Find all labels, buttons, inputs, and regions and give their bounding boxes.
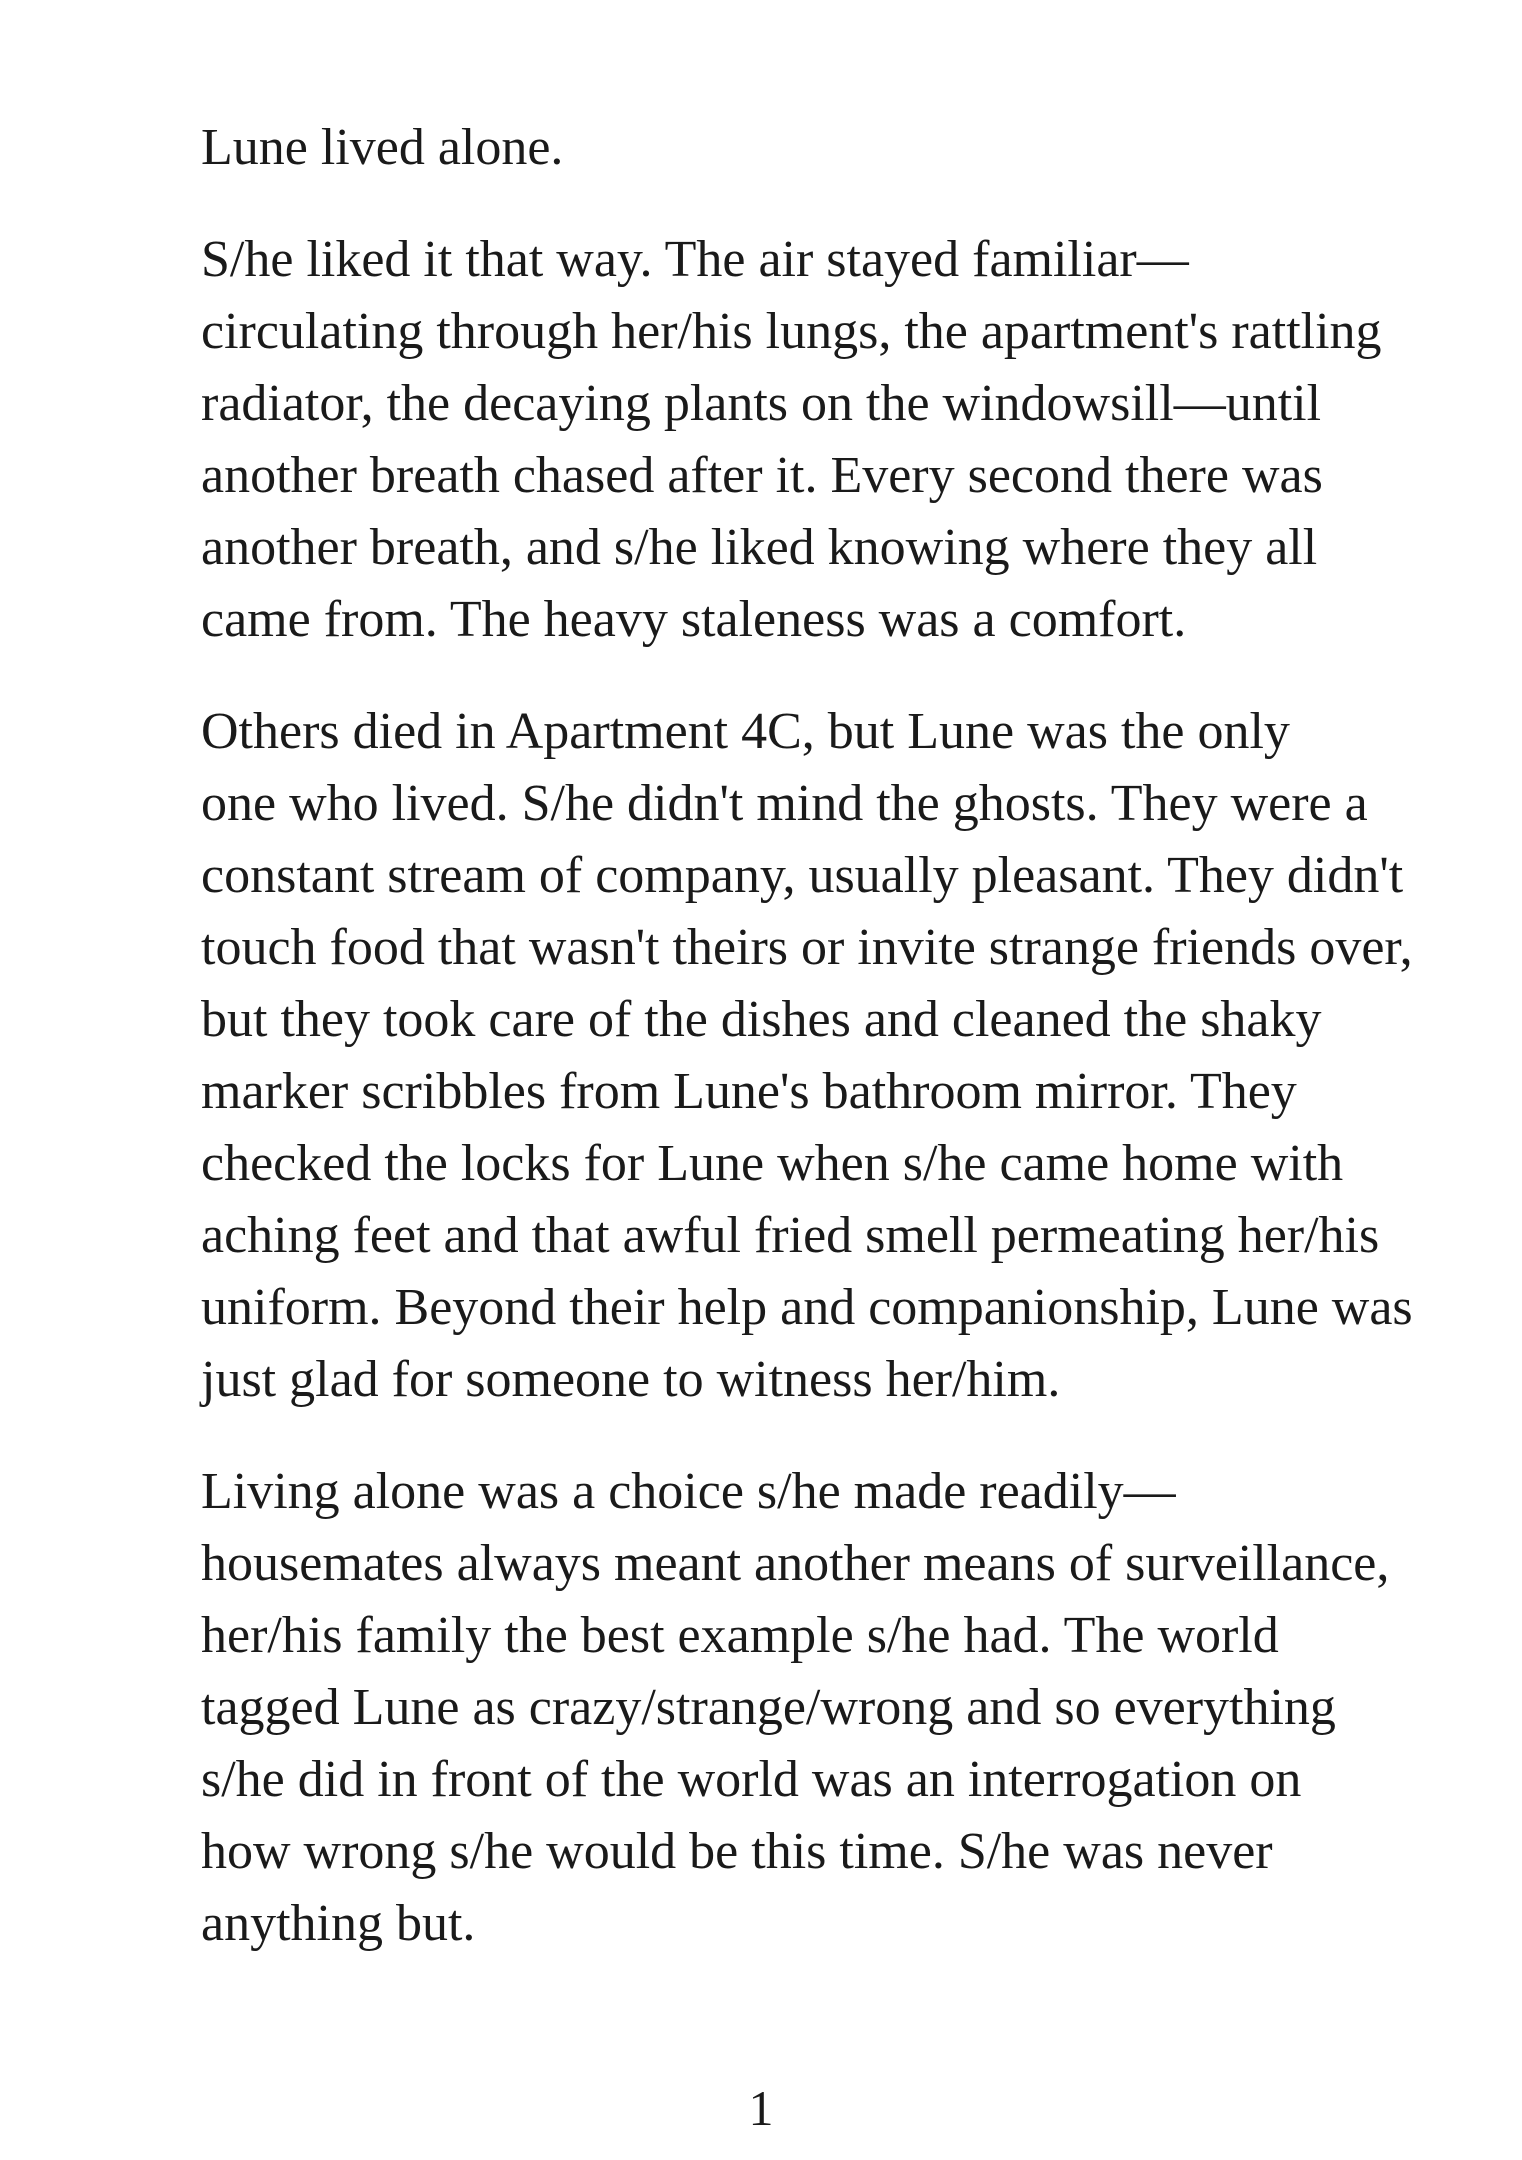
paragraph-3 xyxy=(134,696,1434,1416)
text-line: circulating through her/his lungs, the apartment's rattling xyxy=(201,303,1382,360)
text-line: touch food that wasn't theirs or invite strange friends over, xyxy=(201,919,1413,976)
text-line: housemates always meant another means of surveillance, xyxy=(201,1535,1390,1592)
text-line: another breath, and s/he liked knowing where they all xyxy=(201,519,1318,576)
paragraph-1 xyxy=(134,112,1434,184)
text-line: just glad for someone to witness her/him. xyxy=(201,1351,1061,1408)
text-line: but they took care of the dishes and cleaned the shaky xyxy=(201,991,1322,1048)
text-line: Others died in Apartment 4C, but Lune was the only xyxy=(201,703,1290,760)
paragraph-4 xyxy=(134,1456,1434,1960)
text-line: anything but. xyxy=(201,1895,476,1952)
paragraph-2 xyxy=(134,224,1434,656)
body-text xyxy=(134,112,1434,2000)
text-line: one who lived. S/he didn't mind the ghosts. They were a xyxy=(201,775,1368,832)
text-line: tagged Lune as crazy/strange/wrong and so everything xyxy=(201,1679,1336,1736)
text-line: another breath chased after it. Every second there was xyxy=(201,447,1323,504)
text-line: S/he liked it that way. The air stayed familiar— xyxy=(201,231,1189,288)
text-line: s/he did in front of the world was an interrogation on xyxy=(201,1751,1302,1808)
text-line: Living alone was a choice s/he made readily— xyxy=(201,1463,1176,1520)
page-number: 1 xyxy=(748,2080,774,2136)
text-line: marker scribbles from Lune's bathroom mirror. They xyxy=(201,1063,1297,1120)
text-line: her/his family the best example s/he had. The world xyxy=(201,1607,1279,1664)
text-line: Lune lived alone. xyxy=(201,119,564,176)
text-line: came from. The heavy staleness was a comfort. xyxy=(201,591,1187,648)
text-line: aching feet and that awful fried smell permeating her/his xyxy=(201,1207,1380,1264)
text-line: checked the locks for Lune when s/he came home with xyxy=(201,1135,1344,1192)
text-line: radiator, the decaying plants on the windowsill—until xyxy=(201,375,1322,432)
text-line: how wrong s/he would be this time. S/he was never xyxy=(201,1823,1273,1880)
text-line: uniform. Beyond their help and companionship, Lune was xyxy=(201,1279,1413,1336)
text-line: constant stream of company, usually pleasant. They didn't xyxy=(201,847,1404,904)
